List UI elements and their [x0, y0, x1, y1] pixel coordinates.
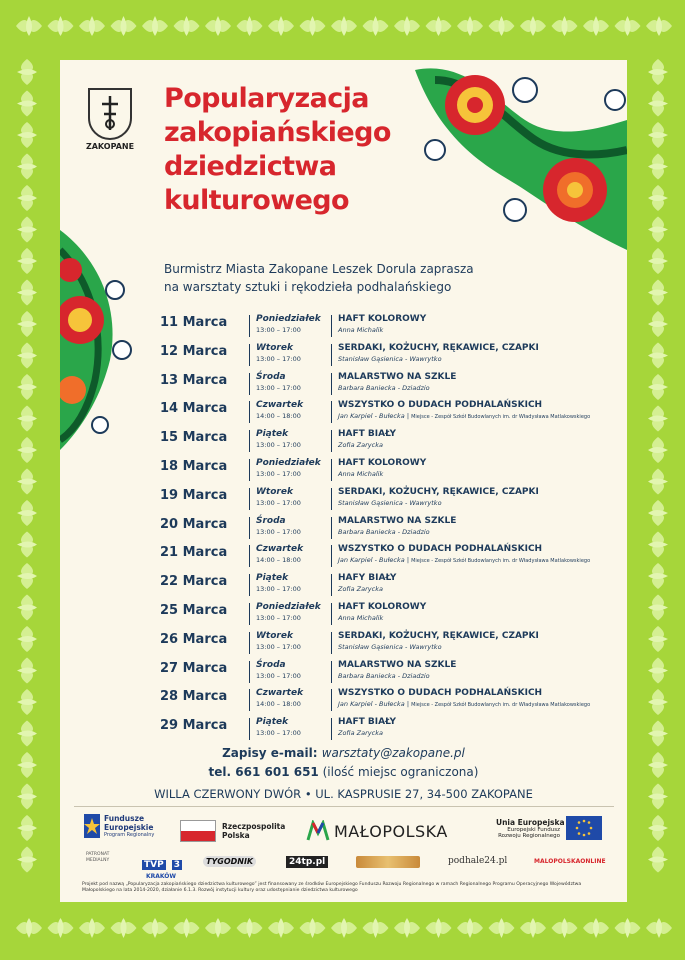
- leaf-motif: [426, 918, 452, 938]
- workshop-time: 13:00 – 17:00: [256, 585, 301, 594]
- fe-line1: Fundusze: [104, 814, 145, 823]
- leaf-motif: [48, 16, 74, 36]
- leaf-motif: [331, 16, 357, 36]
- leaf-motif: [48, 918, 74, 938]
- workshop-place: Miejsce - Zespół Szkół Budowlanych im. dr Władysława Matlakowskiego: [411, 702, 591, 709]
- malopolska-text: MAŁOPOLSKA: [334, 822, 448, 841]
- workshop-instructor-line: [338, 326, 383, 334]
- workshop-instructor-line: [338, 470, 383, 478]
- workshop-time: 13:00 – 17:00: [256, 469, 301, 478]
- workshop-day: Piątek: [256, 573, 289, 584]
- separator: [331, 632, 332, 654]
- workshop-instructor-line: [338, 384, 430, 392]
- leaf-motif: [646, 16, 672, 36]
- workshop-time: 13:00 – 17:00: [256, 729, 301, 738]
- 24tp-logo: 24tp.pl: [286, 856, 328, 868]
- leaf-motif: [648, 280, 668, 306]
- workshop-date: 15 Marca: [160, 430, 228, 446]
- leaf-motif: [17, 437, 37, 463]
- ue-line1: Unia Europejska: [496, 818, 565, 827]
- tvp-number: 3: [173, 860, 181, 870]
- workshop-time: 13:00 – 17:00: [256, 642, 301, 651]
- schedule-row: [160, 571, 600, 600]
- separator: [331, 373, 332, 395]
- leaf-motif: [363, 16, 389, 36]
- workshop-name: HAFT BIAŁY: [338, 717, 396, 728]
- leaf-motif: [142, 16, 168, 36]
- leaf-motif: [268, 918, 294, 938]
- leaf-motif: [457, 918, 483, 938]
- separator: [331, 661, 332, 683]
- rp-line1: Rzeczpospolita: [222, 822, 286, 831]
- workshop-instructor: Stanisław Gąsienica - Wawrytko: [338, 642, 442, 651]
- podhale24-logo: podhale24.pl: [448, 856, 508, 866]
- workshop-time: 13:00 – 17:00: [256, 498, 301, 507]
- workshop-instructor-line: [338, 441, 383, 449]
- workshop-instructor-line: [338, 643, 442, 651]
- workshop-day: Czwartek: [256, 544, 304, 555]
- workshop-instructor-line: [338, 729, 383, 737]
- separator: [331, 545, 332, 567]
- separator: [249, 517, 250, 539]
- patronat-medialny: PATRONAT MEDIALNY: [86, 852, 110, 863]
- workshop-instructor-line: [338, 585, 383, 593]
- workshop-name: HAFT KOLOROWY: [338, 601, 427, 612]
- leaf-motif: [79, 918, 105, 938]
- workshop-day: Środa: [256, 371, 286, 382]
- workshop-day: Czwartek: [256, 400, 304, 411]
- workshop-day: Czwartek: [256, 688, 304, 699]
- workshop-date: 28 Marca: [160, 689, 228, 705]
- leaf-motif: [648, 563, 668, 589]
- leaf-motif: [648, 658, 668, 684]
- workshop-time: 13:00 – 17:00: [256, 613, 301, 622]
- workshop-instructor: Barbara Baniecka - Dziadzio: [338, 383, 430, 392]
- workshop-instructor: Zofia Zarycka: [338, 585, 383, 594]
- workshop-date: 20 Marca: [160, 516, 228, 532]
- leaf-motif: [17, 784, 37, 810]
- workshop-instructor: Barbara Baniecka - Dziadzio: [338, 527, 430, 536]
- schedule-row: [160, 514, 600, 543]
- separator: [331, 430, 332, 452]
- separator: [249, 488, 250, 510]
- workshop-time: 13:00 – 17:00: [256, 527, 301, 536]
- separator: [249, 545, 250, 567]
- workshop-name: MALARSTWO NA SZKLE: [338, 659, 457, 670]
- workshop-day: Wtorek: [256, 486, 293, 497]
- workshop-date: 13 Marca: [160, 372, 228, 388]
- workshop-date: 18 Marca: [160, 458, 228, 474]
- leaf-motif: [17, 847, 37, 873]
- workshop-time: 13:00 – 17:00: [256, 354, 301, 363]
- workshop-instructor-line: Jan Karpiel - Bułecka | Miejsce - Zespół Szkół Budowlanych im. dr Władysława Matlakowskiego: [338, 412, 591, 421]
- workshop-instructor-line: [338, 355, 442, 363]
- leaf-motif: [648, 784, 668, 810]
- leaf-motif: [489, 918, 515, 938]
- workshop-date: 27 Marca: [160, 660, 228, 676]
- schedule-row: [160, 370, 600, 399]
- title-line: dziedzictwa: [164, 151, 337, 182]
- separator: [331, 315, 332, 337]
- leaf-motif: [520, 918, 546, 938]
- workshop-instructor: Stanisław Gąsienica - Wawrytko: [338, 498, 442, 507]
- leaf-motif: [205, 16, 231, 36]
- separator: [331, 574, 332, 596]
- leaf-motif: [17, 343, 37, 369]
- title-line: Popularyzacja: [164, 83, 369, 114]
- separator: [249, 373, 250, 395]
- workshop-instructor: Zofia Zarycka: [338, 729, 383, 738]
- workshop-instructor-line: Jan Karpiel - Bułecka | Miejsce - Zespół Szkół Budowlanych im. dr Władysława Matlakowskiego: [338, 700, 591, 709]
- workshop-time: 14:00 – 18:00: [256, 700, 301, 709]
- leaf-motif: [648, 374, 668, 400]
- workshop-day: Poniedziałek: [256, 314, 321, 324]
- leaf-motif: [111, 918, 137, 938]
- workshop-name: SERDAKI, KOŻUCHY, RĘKAWICE, CZAPKI: [338, 630, 539, 641]
- workshop-name: WSZYSTKO O DUDACH PODHALAŃSKICH: [338, 688, 543, 699]
- fe-line3: Program Regionalny: [104, 832, 155, 838]
- tygodnik-logo: TYGODNIK: [203, 856, 256, 867]
- workshop-date: 12 Marca: [160, 343, 228, 359]
- leaf-motif: [17, 532, 37, 558]
- workshop-name: SERDAKI, KOŻUCHY, RĘKAWICE, CZAPKI: [338, 486, 539, 497]
- signup-phone: [60, 765, 627, 779]
- leaf-motif: [648, 122, 668, 148]
- leaf-motif: [17, 311, 37, 337]
- leaf-motif: [615, 16, 641, 36]
- separator: [249, 574, 250, 596]
- workshop-time: 13:00 – 17:00: [256, 441, 301, 450]
- leaf-motif: [17, 658, 37, 684]
- leaf-motif: [648, 500, 668, 526]
- leaf-motif: [648, 532, 668, 558]
- leaf-motif: [648, 311, 668, 337]
- leaf-motif: [17, 721, 37, 747]
- venue-address: WILLA CZERWONY DWÓR • UL. KASPRUSIE 27, 34-500 ZAKOPANE: [154, 787, 533, 801]
- municipality-name: ZAKOPANE: [85, 142, 135, 151]
- leaf-motif: [648, 185, 668, 211]
- workshop-instructor-line: [338, 528, 430, 536]
- leaf-motif: [17, 374, 37, 400]
- leaf-motif: [394, 918, 420, 938]
- email-link[interactable]: warsztaty@zakopane.pl: [321, 746, 465, 760]
- leaf-motif: [17, 469, 37, 495]
- leaf-motif: [648, 217, 668, 243]
- podhalanski-serwis-logo: [356, 856, 420, 868]
- poster-paper: [60, 60, 627, 902]
- leaf-motif: [300, 918, 326, 938]
- leaf-motif: [331, 918, 357, 938]
- workshop-instructor: Jan Karpiel - Bułecka: [338, 700, 405, 709]
- leaf-motif: [17, 122, 37, 148]
- signup-email: [60, 746, 627, 760]
- leaf-motif: [648, 847, 668, 873]
- leaf-motif: [648, 154, 668, 180]
- leaf-motif: [17, 689, 37, 715]
- workshop-schedule: [160, 312, 600, 744]
- leaf-motif: [648, 595, 668, 621]
- poster-subtitle: [164, 260, 524, 296]
- leaf-motif: [17, 248, 37, 274]
- workshop-instructor: Jan Karpiel - Bułecka: [338, 556, 405, 565]
- funding-footnote: Projekt pod nazwą „Popularyzacja zakopiańskiego dziedzictwa kulturowego” jest finansowany ze środków Europejskiego Funduszu Rozwoju Regionalnego w ramach Regionalnego Programu Operacyjnego Województwa Małopolskiego na lata 2014-2020, działanie 6.1.3. Rozwój instytucji kultury oraz udostępnianie dziedzictwa kulturowego: [82, 882, 582, 893]
- schedule-row: [160, 485, 600, 514]
- workshop-name: HAFT BIAŁY: [338, 429, 396, 440]
- workshop-name: MALARSTWO NA SZKLE: [338, 515, 457, 526]
- leaf-motif: [648, 91, 668, 117]
- title-line: zakopiańskiego: [164, 117, 391, 148]
- leaf-motif: [552, 16, 578, 36]
- folk-flower-ornament-left: [60, 230, 140, 450]
- leaf-motif: [648, 689, 668, 715]
- separator: [249, 459, 250, 481]
- leaf-motif: [237, 918, 263, 938]
- malopolskaonline-logo: MALOPOLSKAONLINE: [534, 858, 606, 865]
- ue-line2: Europejski Fundusz: [507, 827, 560, 833]
- leaf-motif: [17, 406, 37, 432]
- leaf-motif: [111, 16, 137, 36]
- workshop-instructor: Zofia Zarycka: [338, 441, 383, 450]
- separator: [331, 689, 332, 711]
- subtitle-line: na warsztaty sztuki i rękodzieła podhalańskiego: [164, 280, 452, 294]
- leaf-motif: [648, 59, 668, 85]
- leaf-motif: [489, 16, 515, 36]
- workshop-name: HAFY BIAŁY: [338, 573, 397, 584]
- separator: [331, 488, 332, 510]
- separator: [331, 401, 332, 423]
- leaf-motif: [174, 918, 200, 938]
- malopolska-m-icon: [306, 820, 330, 842]
- workshop-date: 21 Marca: [160, 545, 228, 561]
- schedule-row: [160, 427, 600, 456]
- schedule-row: [160, 686, 600, 715]
- workshop-place: Miejsce - Zespół Szkół Budowlanych im. dr Władysława Matlakowskiego: [411, 558, 591, 565]
- leaf-motif: [648, 406, 668, 432]
- tvp3-krakow-logo: [142, 852, 182, 880]
- separator: [249, 689, 250, 711]
- zakopane-crest-icon: [88, 88, 132, 140]
- workshop-day: Środa: [256, 659, 286, 670]
- leaf-motif: [648, 815, 668, 841]
- workshop-day: Piątek: [256, 717, 289, 728]
- separator: [249, 344, 250, 366]
- workshop-name: MALARSTWO NA SZKLE: [338, 371, 457, 382]
- workshop-date: 19 Marca: [160, 487, 228, 503]
- workshop-date: 29 Marca: [160, 718, 228, 734]
- workshop-instructor-line: [338, 614, 383, 622]
- leaf-motif: [457, 16, 483, 36]
- workshop-name: WSZYSTKO O DUDACH PODHALAŃSKICH: [338, 544, 543, 555]
- leaf-motif: [583, 918, 609, 938]
- workshop-date: 22 Marca: [160, 574, 228, 590]
- workshop-day: Wtorek: [256, 342, 293, 353]
- workshop-time: 13:00 – 17:00: [256, 383, 301, 392]
- title-line: kulturowego: [164, 185, 349, 216]
- workshop-day: Poniedziałek: [256, 457, 321, 468]
- schedule-row: [160, 715, 600, 744]
- workshop-date: 26 Marca: [160, 631, 228, 647]
- workshop-instructor: Anna Michalik: [338, 469, 384, 478]
- workshop-day: Środa: [256, 515, 286, 526]
- leaf-motif: [17, 500, 37, 526]
- schedule-row: [160, 629, 600, 658]
- leaf-motif: [615, 918, 641, 938]
- ue-line3: Rozwoju Regionalnego: [498, 833, 560, 839]
- leaf-motif: [174, 16, 200, 36]
- leaf-motif: [648, 721, 668, 747]
- leaf-motif: [17, 59, 37, 85]
- leaf-motif: [583, 16, 609, 36]
- workshop-instructor: Anna Michalik: [338, 326, 384, 334]
- workshop-day: Wtorek: [256, 630, 293, 641]
- workshop-date: 14 Marca: [160, 401, 228, 417]
- leaf-motif: [648, 752, 668, 778]
- schedule-row: [160, 456, 600, 485]
- workshop-time: 13:00 – 17:00: [256, 326, 301, 334]
- workshop-name: HAFT KOLOROWY: [338, 457, 427, 468]
- separator: [331, 517, 332, 539]
- eu-flag-icon: [566, 816, 602, 840]
- workshop-instructor: Stanisław Gąsienica - Wawrytko: [338, 354, 442, 363]
- separator: [249, 315, 250, 337]
- phone-note: (ilość miejsc ograniczona): [322, 765, 479, 779]
- workshop-day: Piątek: [256, 429, 289, 440]
- separator: [249, 401, 250, 423]
- workshop-instructor: Jan Karpiel - Bułecka: [338, 412, 405, 421]
- leaf-motif: [17, 185, 37, 211]
- leaf-motif: [79, 16, 105, 36]
- schedule-row: [160, 341, 600, 370]
- separator: [331, 603, 332, 625]
- leaf-motif: [16, 918, 42, 938]
- leaf-motif: [268, 16, 294, 36]
- tvp-krakow: KRAKÓW: [146, 873, 177, 880]
- workshop-day: Poniedziałek: [256, 601, 321, 612]
- workshop-name: WSZYSTKO O DUDACH PODHALAŃSKICH: [338, 400, 543, 411]
- leaf-motif: [17, 563, 37, 589]
- tvp-text: TVP: [144, 860, 164, 870]
- poster-title: [164, 82, 444, 218]
- leaf-motif: [17, 752, 37, 778]
- leaf-motif: [300, 16, 326, 36]
- schedule-row: [160, 312, 600, 341]
- leaf-motif: [648, 469, 668, 495]
- leaf-motif: [394, 16, 420, 36]
- workshop-time: 14:00 – 18:00: [256, 412, 301, 421]
- leaf-motif: [17, 595, 37, 621]
- workshop-instructor-line: [338, 499, 442, 507]
- leaf-motif: [17, 626, 37, 652]
- workshop-name: HAFT KOLOROWY: [338, 314, 427, 324]
- leaf-motif: [646, 918, 672, 938]
- leaf-motif: [426, 16, 452, 36]
- workshop-date: 25 Marca: [160, 602, 228, 618]
- leaf-motif: [520, 16, 546, 36]
- leaf-motif: [17, 815, 37, 841]
- leaf-motif: [363, 918, 389, 938]
- leaf-motif: [648, 626, 668, 652]
- leaf-motif: [237, 16, 263, 36]
- separator: [249, 632, 250, 654]
- separator: [249, 430, 250, 452]
- leaf-motif: [648, 248, 668, 274]
- leaf-motif: [648, 437, 668, 463]
- leaf-motif: [17, 91, 37, 117]
- phone-label: tel. 661 601 651: [208, 765, 319, 779]
- workshop-instructor: Anna Michalik: [338, 613, 384, 622]
- fe-line2: Europejskie: [104, 823, 154, 832]
- leaf-motif: [16, 16, 42, 36]
- workshop-instructor-line: Jan Karpiel - Bułecka | Miejsce - Zespół Szkół Budowlanych im. dr Władysława Matlakowskiego: [338, 556, 591, 565]
- schedule-row: [160, 600, 600, 629]
- schedule-row: [160, 542, 600, 571]
- workshop-date: 11 Marca: [160, 315, 228, 330]
- rp-line2: Polska: [222, 831, 250, 840]
- workshop-place: Miejsce - Zespół Szkół Budowlanych im. dr Władysława Matlakowskiego: [411, 414, 591, 421]
- leaf-motif: [17, 154, 37, 180]
- workshop-instructor: Barbara Baniecka - Dziadzio: [338, 671, 430, 680]
- leaf-motif: [552, 918, 578, 938]
- separator: [331, 459, 332, 481]
- leaf-motif: [17, 280, 37, 306]
- workshop-time: 13:00 – 17:00: [256, 671, 301, 680]
- divider: [74, 806, 614, 807]
- separator: [249, 718, 250, 740]
- leaf-motif: [142, 918, 168, 938]
- polish-flag-icon: [180, 820, 216, 842]
- separator: [249, 661, 250, 683]
- workshop-time: 14:00 – 18:00: [256, 556, 301, 565]
- schedule-row: [160, 658, 600, 687]
- subtitle-line: Burmistrz Miasta Zakopane Leszek Dorula zaprasza: [164, 262, 474, 276]
- separator: [331, 344, 332, 366]
- leaf-motif: [648, 343, 668, 369]
- schedule-row: [160, 398, 600, 427]
- leaf-motif: [17, 217, 37, 243]
- workshop-name: SERDAKI, KOŻUCHY, RĘKAWICE, CZAPKI: [338, 342, 539, 353]
- email-label: Zapisy e-mail:: [222, 746, 318, 760]
- separator: [249, 603, 250, 625]
- workshop-instructor-line: [338, 672, 430, 680]
- separator: [331, 718, 332, 740]
- leaf-motif: [205, 918, 231, 938]
- fe-star-icon: [84, 814, 100, 838]
